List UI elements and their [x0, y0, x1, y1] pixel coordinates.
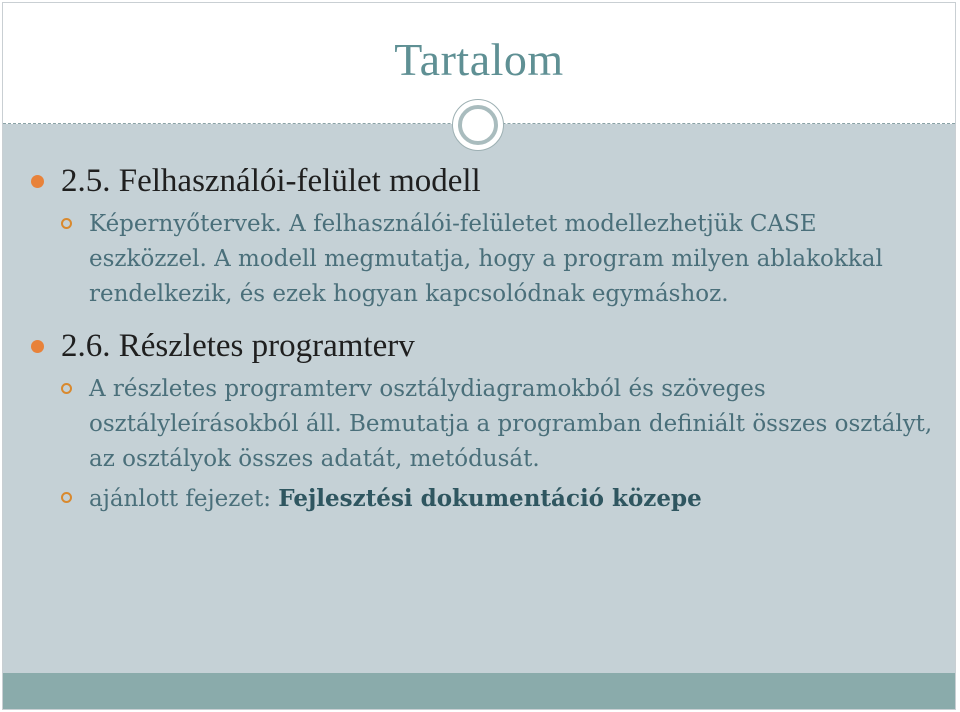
bullet-ring-icon: [61, 383, 72, 394]
list-item-text: Képernyőtervek. A felhasználói-felületet modellezhetjük CASE eszközzel. A modell megmutatja, hogy a program milyen ablakokkal rendelkezik, és ezek hogyan kapcsolódnak egymáshoz.: [89, 211, 883, 307]
bullet-dot-icon: [31, 340, 44, 353]
recommended-prefix: ajánlott fejezet:: [89, 486, 279, 512]
slide: [2, 2, 956, 710]
decorative-ring: [458, 105, 498, 145]
list-item: [31, 372, 941, 477]
section-heading-text: 2.6. Részletes programterv: [61, 328, 415, 364]
list-item: [31, 207, 941, 312]
decorative-circle-icon: [452, 99, 504, 151]
list-item-text: A részletes programterv osztálydiagramokból és szöveges osztályleírásokból áll. Bemutatja a programban definiált összes osztályt, az osztályok összes adatát, metódusát.: [89, 376, 933, 472]
bottom-bar: [3, 673, 955, 709]
bullet-ring-icon: [61, 218, 72, 229]
slide-title: Tartalom: [394, 34, 564, 85]
bullet-ring-icon: [61, 492, 72, 503]
section-heading-text: 2.5. Felhasználói-felület modell: [61, 163, 481, 199]
spacer: [31, 316, 941, 326]
recommended-chapter: Fejlesztési dokumentáció közepe: [278, 485, 702, 512]
slide-body: [31, 161, 941, 521]
section-heading: [31, 161, 941, 201]
bullet-dot-icon: [31, 175, 44, 188]
section-heading: [31, 326, 941, 366]
list-item-recommended: [31, 481, 941, 517]
